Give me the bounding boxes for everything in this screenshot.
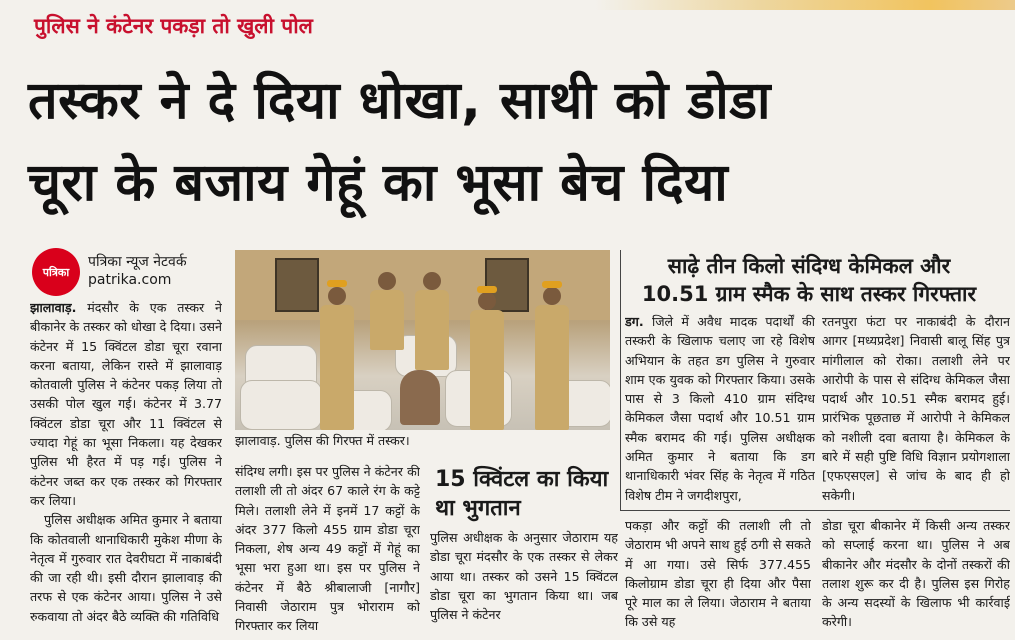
headline-line-1: तस्कर ने दे दिया धोखा, साथी को डोडा <box>28 71 771 131</box>
column-divider <box>620 250 621 510</box>
side-col1-text: जिले में अवैध मादक पदार्थों की तस्करी के खिलाफ चलाए जा रहे विशेष अभियान के तहत डग पुलिस ने गुरुवार शाम एक युवक को गिरफ्तार किया। उसके पास से 3 किलो 410 ग्राम संदिग्ध केमिकल जैसा पदार्थ और 10.51 ग्राम स्मैक बरामद की गई। पुलिस अधीक्षक अमित कुमार ने बताया कि डग थानाधिकारी भंवर सिंह के नेतृत्व में गठित विशेष टीम ने जगदीशपुरा, <box>625 314 815 503</box>
main-story-column-3: पुलिस अधीक्षक के अनुसार जेठाराम यह डोडा चूरा मंदसौर के एक तस्कर से लेकर आया था। तस्कर को उसने 15 क्विंटल डोडा चूरा का भुगतान किया था। जब पुलिस ने कंटेनर <box>430 530 618 623</box>
side-story-column-1 <box>625 312 815 508</box>
main-dateline: झालावाड़. <box>30 300 77 315</box>
side-headline: साढ़े तीन किलो संदिग्ध केमिकल और 10.51 ग्राम स्मैक के साथ तस्कर गिरफ्तार <box>641 254 977 306</box>
main-story-column-4: पकड़ा और कट्टों की तलाशी ली तो जेठाराम भी अपने साथ हुई ठगी से सकते में आ गया। उसे सिर्फ 377.455 किलोग्राम डोडा चूरा ही दिया और पैसा पूरे माल का ले लिया। जेठाराम ने बताया कि उसे यह <box>625 518 811 630</box>
news-photo <box>235 250 610 430</box>
main-story-column-2: संदिग्ध लगी। इस पर पुलिस ने कंटेनर की तलाशी ली तो अंदर 67 काले रंग के कट्टे मिले। तलाशी लेने में इनमें 17 कट्टों के अंदर 377 किलो 455 ग्राम डोडा चूरा निकला, शेष अन्य 49 कट्टों में गेहूं का भूसा भरा हुआ था। इस पर पुलिस ने कंटेनर में बैठे श्रीबालाजी [नागौर] निवासी जेठाराम पुत्र भोराराम को गिरफ्तार कर लिया <box>235 464 420 634</box>
main-col1-para1: मंदसौर के एक तस्कर ने बीकानेर के तस्कर को धोखा दे दिया। उसने कंटेनर में 15 क्विंटल डोडा चूरा रवाना करना बताया, लेकिन रास्ते में झालावाड़ कोतवाली पुलिस ने कंटेनर पकड़ लिया तो उसकी पोल खुल गई। कंटेनर में 3.77 क्विंटल डोडा चूरा और 11 क्विंटल से ज्यादा गेहूं का भूसा निकला। यह देखकर पुलिस भी हैरत में पड़ गई। पुलिस ने कंटेनर जब्त कर एक तस्कर को गिरफ्तार कर लिया। <box>30 300 222 508</box>
side-story-column-2: रतनपुरा फंटा पर नाकाबंदी के दौरान आगर [मध्यप्रदेश] निवासी बालू सिंह पुत्र मांगीलाल को रोका। तलाशी लेने पर आरोपी के पास से संदिग्ध केमिकल जैसा पदार्थ और 10.51 स्मैक बरामद हुई। प्रारंभिक पूछताछ में आरोपी ने केमिकल को नशीली दवा बताया है। केमिकल के बारे में सही पुष्टि विधि विज्ञान प्रयोगशाला [एफएसएल] से जांच के बाद ही हो सकेगी। <box>822 314 1010 503</box>
top-decoration <box>595 0 1015 10</box>
main-col1-para2: पुलिस अधीक्षक अमित कुमार ने बताया कि कोतवाली थानाधिकारी मुकेश मीणा के नेतृत्व में गुरुवार रात देवरीघटा में नाकाबंदी की जा रही थी। इसी दौरान झालावाड़ की तरफ से एक कंटेनर आया। पुलिस ने उसे रुकवाया तो अंदर बैठे व्यक्ति की गतिविधि <box>30 512 222 624</box>
headline-line-2: चूरा के बजाय गेहूं का भूसा बेच दिया <box>28 153 729 213</box>
byline-agency: पत्रिका न्यूज नेटवर्क <box>88 254 187 270</box>
main-story-column-1 <box>30 298 222 638</box>
main-story-column-5: डोडा चूरा बीकानेर में किसी अन्य तस्कर को सप्लाई करना था। पुलिस ने अब बीकानेर और मंदसौर के दोनों तस्करों की तलाश शुरू कर दी है। पुलिस इस गिरोह के अन्य सदस्यों के खिलाफ भी कार्रवाई करेगी। <box>822 518 1010 630</box>
kicker: पुलिस ने कंटेनर पकड़ा तो खुली पोल <box>34 14 313 38</box>
main-subhead: 15 क्विंटल का किया था भुगतान <box>435 467 609 521</box>
side-dateline: डग. <box>625 314 644 329</box>
photo-caption: झालावाड़. पुलिस की गिरफ्त में तस्कर। <box>235 433 410 448</box>
patrika-logo: पत्रिका <box>32 248 80 296</box>
side-story-bottom-rule <box>620 510 1010 511</box>
byline-site: patrika.com <box>88 272 172 288</box>
